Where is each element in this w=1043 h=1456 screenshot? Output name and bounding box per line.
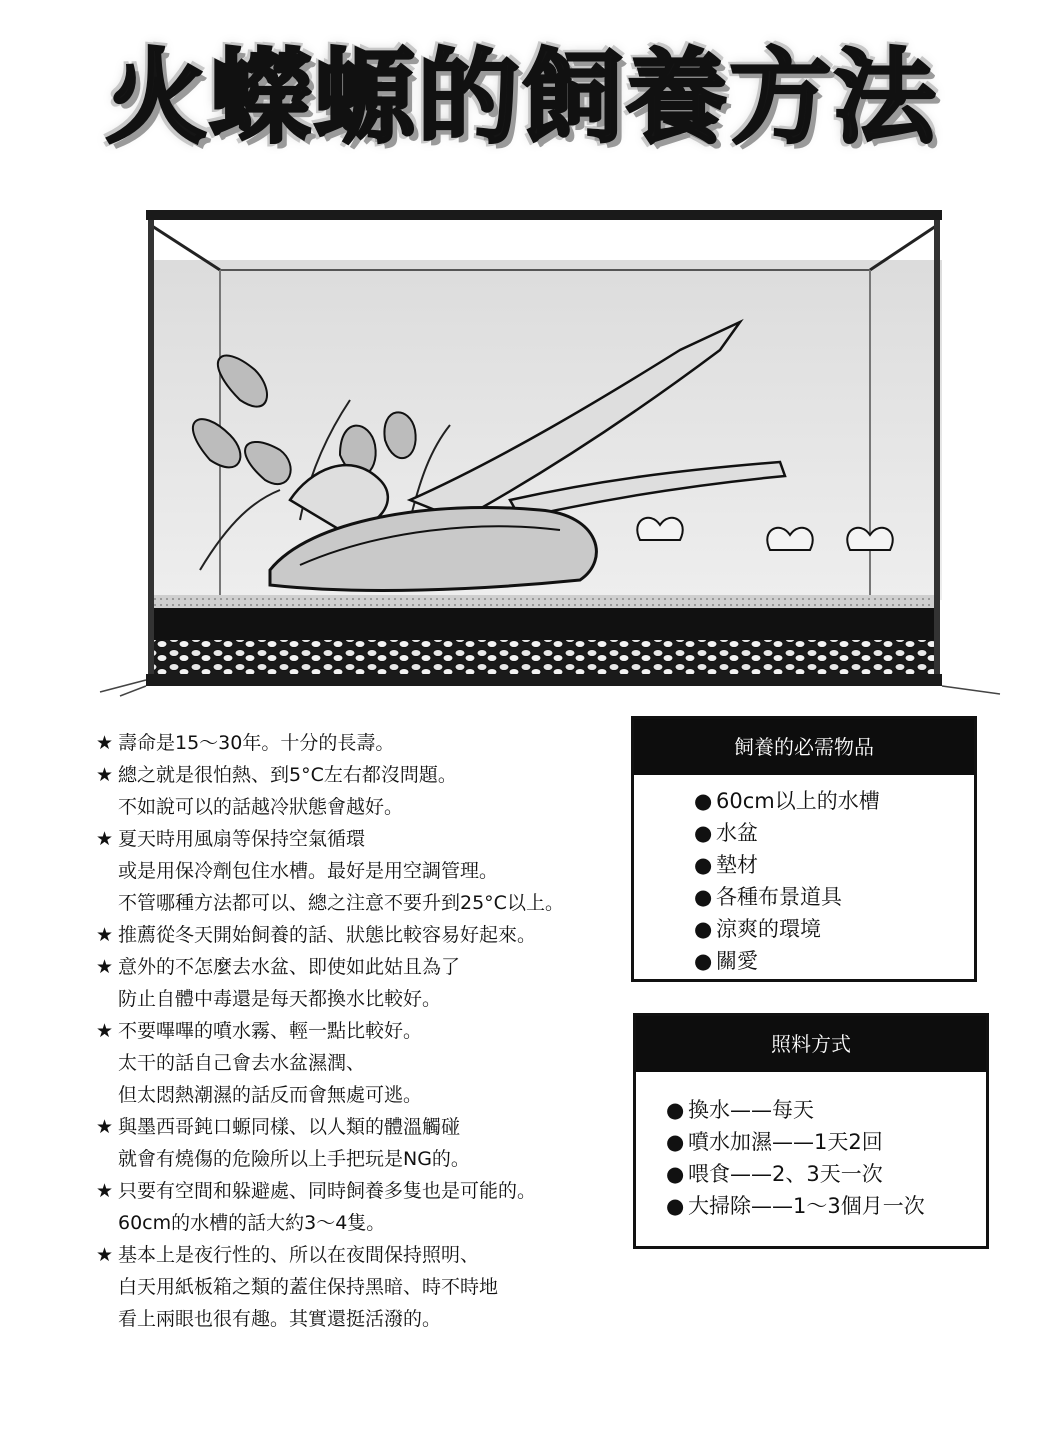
bullet-icon: ● <box>666 1194 685 1218</box>
note-item <box>96 727 621 759</box>
note-line: 就會有燒傷的危險所以上手把玩是NG的。 <box>118 1148 470 1170</box>
list-item: ● 墊材 <box>694 849 974 881</box>
star-icon: ★ <box>96 1116 114 1138</box>
list-item: ● 大掃除——1～3個月一次 <box>666 1190 986 1222</box>
note-item <box>96 1015 621 1111</box>
star-icon: ★ <box>96 956 114 978</box>
supplies-heading: 飼養的必需物品 <box>634 719 974 775</box>
note-line: 不管哪種方法都可以、總之注意不要升到25°C以上。 <box>118 892 564 914</box>
list-item: ● 60cm以上的水槽 <box>694 785 974 817</box>
bullet-icon: ● <box>666 1130 685 1154</box>
care-heading: 照料方式 <box>636 1016 986 1072</box>
care-list <box>636 1072 986 1222</box>
note-item <box>96 1175 621 1239</box>
star-icon: ★ <box>96 1180 114 1202</box>
star-icon: ★ <box>96 764 114 786</box>
bullet-icon: ● <box>694 885 713 909</box>
note-line: 但太悶熱潮濕的話反而會無處可逃。 <box>118 1084 423 1106</box>
supplies-list <box>634 775 974 977</box>
list-item: ● 涼爽的環境 <box>694 913 974 945</box>
note-item <box>96 951 621 1015</box>
star-icon: ★ <box>96 1244 114 1266</box>
bullet-icon: ● <box>666 1162 685 1186</box>
terrarium-illustration <box>80 200 1010 710</box>
list-item: ● 噴水加濕——1天2回 <box>666 1126 986 1158</box>
note-item <box>96 823 621 919</box>
care-box <box>633 1013 989 1249</box>
note-line: 與墨西哥鈍口螈同樣、以人類的體溫觸碰 <box>118 1116 461 1138</box>
bullet-icon: ● <box>694 853 713 877</box>
bullet-icon: ● <box>694 949 713 973</box>
note-line: 壽命是15～30年。十分的長壽。 <box>118 732 395 754</box>
note-line: 意外的不怎麼去水盆、即使如此姑且為了 <box>118 956 461 978</box>
note-line: 或是用保冷劑包住水槽。最好是用空調管理。 <box>118 860 499 882</box>
note-item <box>96 1239 621 1335</box>
note-line: 防止自體中毒還是每天都換水比較好。 <box>118 988 442 1010</box>
note-line: 只要有空間和躲避處、同時飼養多隻也是可能的。 <box>118 1180 537 1202</box>
note-line: 不要嗶嗶的噴水霧、輕一點比較好。 <box>118 1020 423 1042</box>
star-icon: ★ <box>96 1020 114 1042</box>
list-item: ● 水盆 <box>694 817 974 849</box>
page-title: 火蠑螈的飼養方法 <box>105 39 938 158</box>
note-line: 看上兩眼也很有趣。其實還挺活潑的。 <box>118 1308 442 1330</box>
list-item: ● 喂食——2、3天一次 <box>666 1158 986 1190</box>
bullet-icon: ● <box>694 789 713 813</box>
bullet-icon: ● <box>666 1098 685 1122</box>
supplies-box <box>631 716 977 982</box>
star-icon: ★ <box>96 828 114 850</box>
list-item: ● 關愛 <box>694 945 974 977</box>
list-item: ● 換水——每天 <box>666 1094 986 1126</box>
note-line: 推薦從冬天開始飼養的話、狀態比較容易好起來。 <box>118 924 537 946</box>
note-item <box>96 919 621 951</box>
note-line: 總之就是很怕熱、到5°C左右都沒問題。 <box>118 764 457 786</box>
note-line: 60cm的水槽的話大約3～4隻。 <box>118 1212 386 1234</box>
note-line: 白天用紙板箱之類的蓋住保持黑暗、時不時地 <box>118 1276 499 1298</box>
note-line: 太干的話自己會去水盆濕潤、 <box>118 1052 366 1074</box>
note-line: 不如說可以的話越冷狀態會越好。 <box>118 796 404 818</box>
list-item: ● 各種布景道具 <box>694 881 974 913</box>
note-item <box>96 1111 621 1175</box>
note-line: 基本上是夜行性的、所以在夜間保持照明、 <box>118 1244 480 1266</box>
bullet-icon: ● <box>694 821 713 845</box>
bullet-icon: ● <box>694 917 713 941</box>
note-line: 夏天時用風扇等保持空氣循環 <box>118 828 366 850</box>
star-icon: ★ <box>96 732 114 754</box>
note-item <box>96 759 621 823</box>
care-notes <box>96 727 621 1335</box>
star-icon: ★ <box>96 924 114 946</box>
